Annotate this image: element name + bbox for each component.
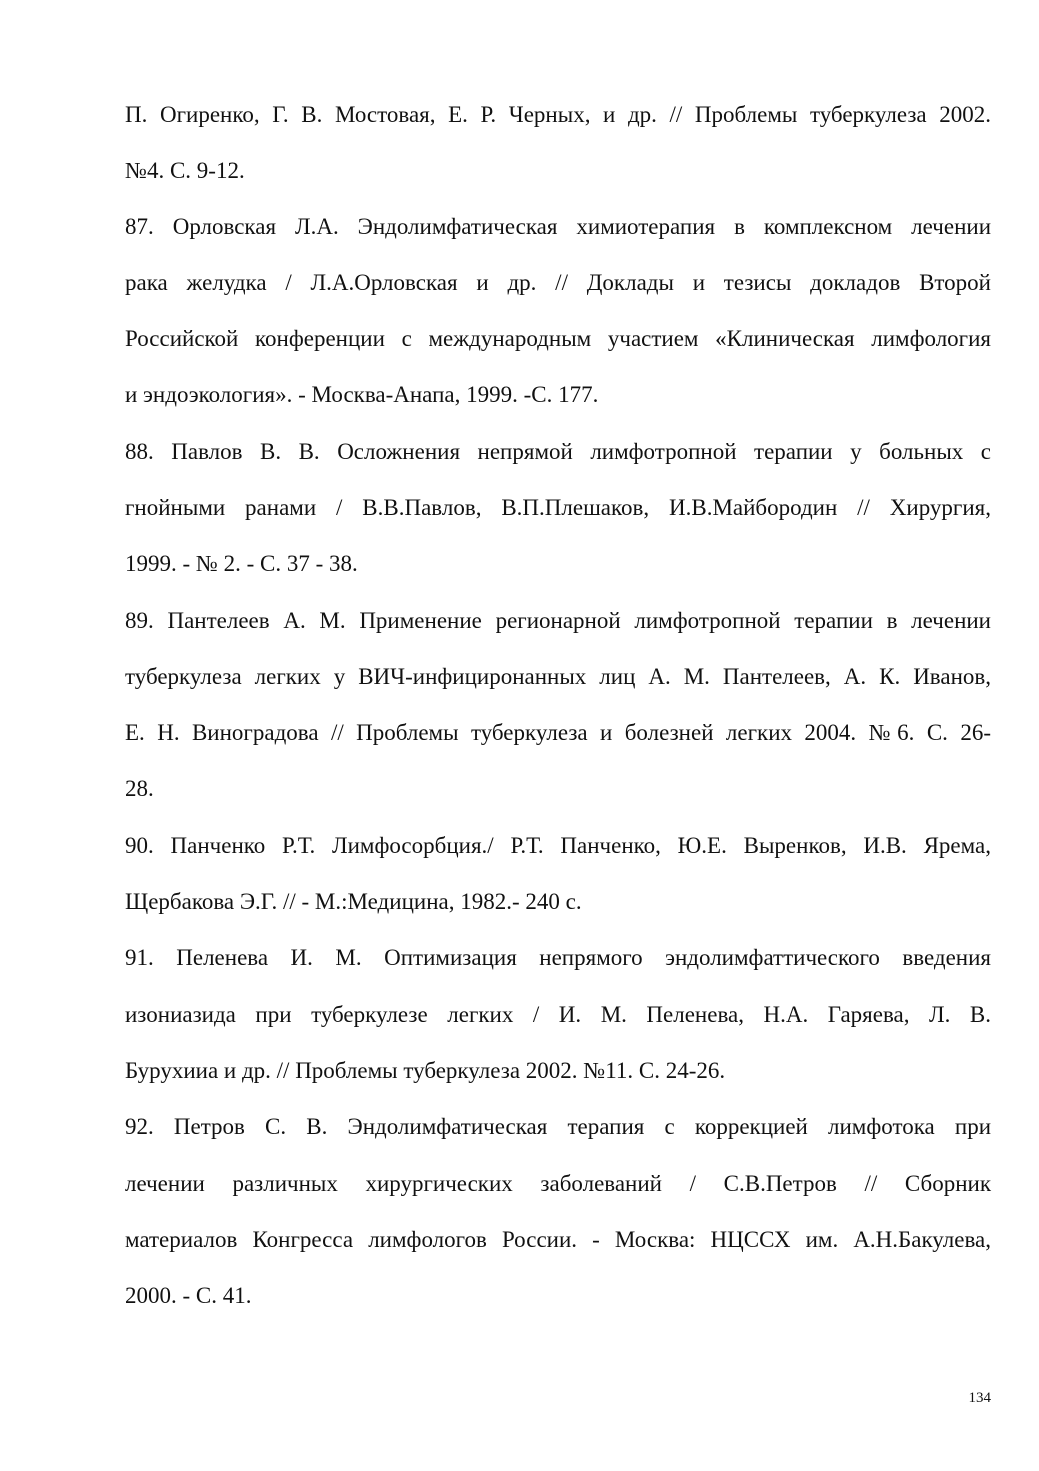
- text-line: и эндоэкология». - Москва-Анапа, 1999. -С. 177.: [125, 382, 599, 407]
- reference-91: 91. Пеленева И. М. Оптимизация непрямого эндолимфаттического введения: [125, 945, 991, 970]
- text-line: П. Огиренко, Г. В. Мостовая, Е. Р. Черных, и др. // Проблемы туберкулеза 2002.: [125, 102, 991, 127]
- text-line: Щербакова Э.Г. // - М.:Медицина, 1982.- 240 с.: [125, 889, 582, 914]
- text-line: Бурухииа и др. // Проблемы туберкулеза 2002. №11. С. 24-26.: [125, 1058, 726, 1083]
- text-line: рака желудка / Л.А.Орловская и др. // Доклады и тезисы докладов Второй: [125, 270, 991, 295]
- text-line: материалов Конгресса лимфологов России. - Москва: НЦССХ им. А.Н.Бакулева,: [125, 1227, 991, 1252]
- reference-87: 87. Орловская Л.А. Эндолимфатическая химиотерапия в комплексном лечении: [125, 214, 991, 239]
- text-line: 1999. - № 2. - С. 37 - 38.: [125, 551, 358, 576]
- reference-92: 92. Петров С. В. Эндолимфатическая терапия с коррекцией лимфотока при: [125, 1114, 991, 1139]
- text-line: Российской конференции с международным участием «Клиническая лимфология: [125, 326, 991, 351]
- text-line: лечении различных хирургических заболеваний / С.В.Петров // Сборник: [125, 1171, 991, 1196]
- page-number: 134: [968, 1390, 991, 1406]
- text-line: 28.: [125, 776, 154, 801]
- text-line: гнойными ранами / В.В.Павлов, В.П.Плешаков, И.В.Майбородин // Хирургия,: [125, 495, 991, 520]
- reference-89: 89. Пантелеев А. М. Применение регионарной лимфотропной терапии в лечении: [125, 608, 991, 633]
- text-line: 2000. - С. 41.: [125, 1283, 252, 1308]
- text-line: туберкулеза легких у ВИЧ-инфициронанных лиц А. М. Пантелеев, А. К. Иванов,: [125, 664, 991, 689]
- text-line: изониазида при туберкулезе легких / И. М. Пеленева, Н.А. Гаряева, Л. В.: [125, 1002, 991, 1027]
- text-line: №4. С. 9-12.: [125, 158, 245, 183]
- text-line: Е. Н. Виноградова // Проблемы туберкулеза и болезней легких 2004. №6. С. 26-: [125, 720, 991, 745]
- reference-88: 88. Павлов В. В. Осложнения непрямой лимфотропной терапии у больных с: [125, 439, 991, 464]
- reference-90: 90. Панченко Р.Т. Лимфосорбция./ Р.Т. Панченко, Ю.Е. Выренков, И.В. Ярема,: [125, 833, 991, 858]
